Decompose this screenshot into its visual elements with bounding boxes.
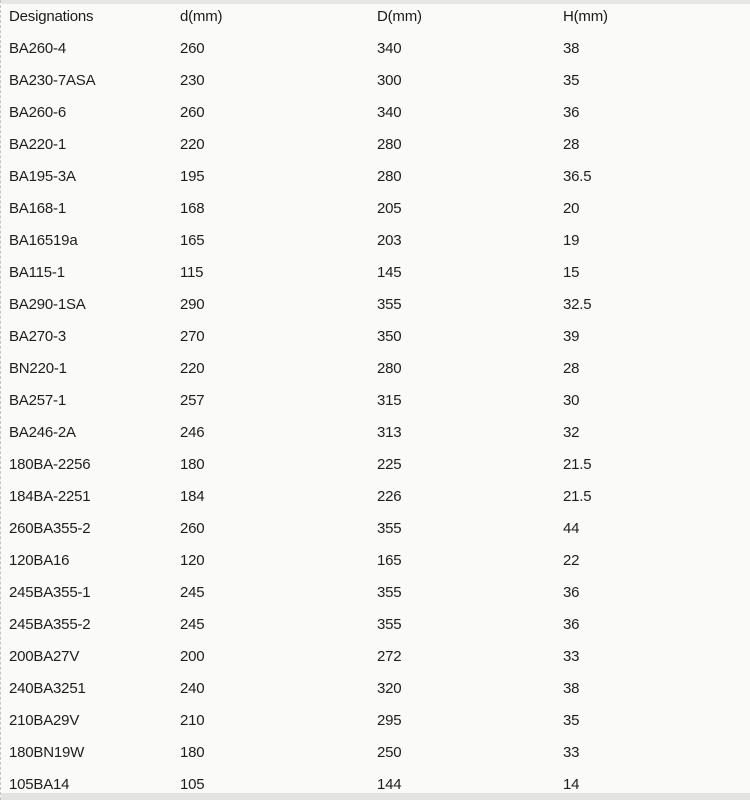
- H-value-cell: 32.5: [563, 296, 592, 312]
- d-value-cell: 210: [180, 712, 205, 728]
- D-value-cell: 355: [377, 584, 402, 600]
- H-value-cell: 21.5: [563, 488, 592, 504]
- H-value-cell: 35: [563, 712, 580, 728]
- table-row: [1, 608, 750, 640]
- table-row: [1, 64, 750, 96]
- d-value-cell: 260: [180, 104, 205, 120]
- d-value-cell: 180: [180, 456, 205, 472]
- d-value-cell: 195: [180, 168, 205, 184]
- D-value-cell: 225: [377, 456, 402, 472]
- d-value-cell: 240: [180, 680, 205, 696]
- D-value-cell: 320: [377, 680, 402, 696]
- designation-cell: 105BA14: [9, 776, 70, 792]
- table-row: [1, 384, 750, 416]
- table-header-row: [1, 0, 750, 32]
- D-value-cell: 280: [377, 168, 402, 184]
- table-row: [1, 544, 750, 576]
- d-value-cell: 245: [180, 584, 205, 600]
- H-value-cell: 36: [563, 616, 580, 632]
- D-value-cell: 272: [377, 648, 402, 664]
- H-value-cell: 39: [563, 328, 580, 344]
- designation-cell: BA16519a: [9, 232, 78, 248]
- d-value-cell: 260: [180, 520, 205, 536]
- table-row: [1, 512, 750, 544]
- D-value-cell: 295: [377, 712, 402, 728]
- table-row: [1, 480, 750, 512]
- designation-cell: BN220-1: [9, 360, 67, 376]
- table-row: [1, 96, 750, 128]
- d-value-cell: 220: [180, 136, 205, 152]
- designation-cell: BA115-1: [9, 264, 65, 280]
- designation-cell: 180BN19W: [9, 744, 85, 760]
- d-value-cell: 120: [180, 552, 205, 568]
- table-row: [1, 192, 750, 224]
- H-value-cell: 33: [563, 744, 580, 760]
- H-value-cell: 38: [563, 40, 580, 56]
- table-row: [1, 640, 750, 672]
- designation-cell: 184BA-2251: [9, 488, 91, 504]
- designation-cell: 260BA355-2: [9, 520, 91, 536]
- designation-cell: BA270-3: [9, 328, 66, 344]
- table-row: [1, 416, 750, 448]
- designation-cell: BA290-1SA: [9, 296, 86, 312]
- designation-cell: 120BA16: [9, 552, 70, 568]
- d-value-cell: 115: [180, 264, 204, 280]
- designation-cell: 245BA355-1: [9, 584, 91, 600]
- D-value-cell: 205: [377, 200, 402, 216]
- table-row: [1, 160, 750, 192]
- designation-cell: 200BA27V: [9, 648, 80, 664]
- designation-cell: BA246-2A: [9, 424, 76, 440]
- table-row: [1, 704, 750, 736]
- designation-cell: BA195-3A: [9, 168, 76, 184]
- column-header-D-mm: D(mm): [377, 8, 422, 24]
- column-header-designations: Designations: [9, 8, 94, 24]
- table-row: [1, 288, 750, 320]
- H-value-cell: 20: [563, 200, 580, 216]
- d-value-cell: 257: [180, 392, 205, 408]
- column-header-H-mm: H(mm): [563, 8, 608, 24]
- D-value-cell: 145: [377, 264, 402, 280]
- d-value-cell: 246: [180, 424, 205, 440]
- table-row: [1, 128, 750, 160]
- table-row: [1, 736, 750, 768]
- D-value-cell: 350: [377, 328, 402, 344]
- H-value-cell: 28: [563, 136, 580, 152]
- designation-cell: 210BA29V: [9, 712, 80, 728]
- d-value-cell: 230: [180, 72, 205, 88]
- d-value-cell: 290: [180, 296, 205, 312]
- H-value-cell: 21.5: [563, 456, 592, 472]
- designation-cell: BA220-1: [9, 136, 66, 152]
- table-row: [1, 448, 750, 480]
- D-value-cell: 313: [377, 424, 402, 440]
- designation-cell: BA168-1: [9, 200, 66, 216]
- bottom-strip: [1, 793, 750, 800]
- column-header-d-mm: d(mm): [180, 8, 223, 24]
- designation-cell: 180BA-2256: [9, 456, 91, 472]
- designation-cell: BA257-1: [9, 392, 66, 408]
- d-value-cell: 200: [180, 648, 205, 664]
- H-value-cell: 30: [563, 392, 580, 408]
- D-value-cell: 340: [377, 40, 402, 56]
- table-row: [1, 32, 750, 64]
- D-value-cell: 355: [377, 616, 402, 632]
- table-row: [1, 576, 750, 608]
- designation-cell: BA260-6: [9, 104, 66, 120]
- d-value-cell: 260: [180, 40, 205, 56]
- table-row: [1, 352, 750, 384]
- D-value-cell: 355: [377, 296, 402, 312]
- table-row: [1, 256, 750, 288]
- H-value-cell: 15: [563, 264, 580, 280]
- H-value-cell: 14: [563, 776, 580, 792]
- d-value-cell: 220: [180, 360, 205, 376]
- table-row: [1, 224, 750, 256]
- H-value-cell: 44: [563, 520, 580, 536]
- designation-cell: 240BA3251: [9, 680, 86, 696]
- D-value-cell: 280: [377, 360, 402, 376]
- D-value-cell: 250: [377, 744, 402, 760]
- d-value-cell: 245: [180, 616, 205, 632]
- d-value-cell: 270: [180, 328, 205, 344]
- D-value-cell: 144: [377, 776, 402, 792]
- table-row: [1, 320, 750, 352]
- bearing-spec-table: [1, 0, 750, 800]
- D-value-cell: 315: [377, 392, 402, 408]
- table-body: [1, 32, 750, 800]
- designation-cell: BA260-4: [9, 40, 66, 56]
- H-value-cell: 22: [563, 552, 580, 568]
- designation-cell: 245BA355-2: [9, 616, 91, 632]
- d-value-cell: 168: [180, 200, 205, 216]
- designation-cell: BA230-7ASA: [9, 72, 96, 88]
- H-value-cell: 36: [563, 584, 580, 600]
- H-value-cell: 32: [563, 424, 580, 440]
- table-row: [1, 672, 750, 704]
- d-value-cell: 180: [180, 744, 205, 760]
- H-value-cell: 36: [563, 104, 580, 120]
- D-value-cell: 340: [377, 104, 402, 120]
- D-value-cell: 355: [377, 520, 402, 536]
- D-value-cell: 280: [377, 136, 402, 152]
- D-value-cell: 226: [377, 488, 402, 504]
- d-value-cell: 184: [180, 488, 205, 504]
- H-value-cell: 36.5: [563, 168, 592, 184]
- D-value-cell: 165: [377, 552, 402, 568]
- d-value-cell: 165: [180, 232, 205, 248]
- D-value-cell: 203: [377, 232, 402, 248]
- H-value-cell: 28: [563, 360, 580, 376]
- H-value-cell: 38: [563, 680, 580, 696]
- d-value-cell: 105: [180, 776, 205, 792]
- H-value-cell: 35: [563, 72, 580, 88]
- D-value-cell: 300: [377, 72, 402, 88]
- H-value-cell: 33: [563, 648, 580, 664]
- H-value-cell: 19: [563, 232, 580, 248]
